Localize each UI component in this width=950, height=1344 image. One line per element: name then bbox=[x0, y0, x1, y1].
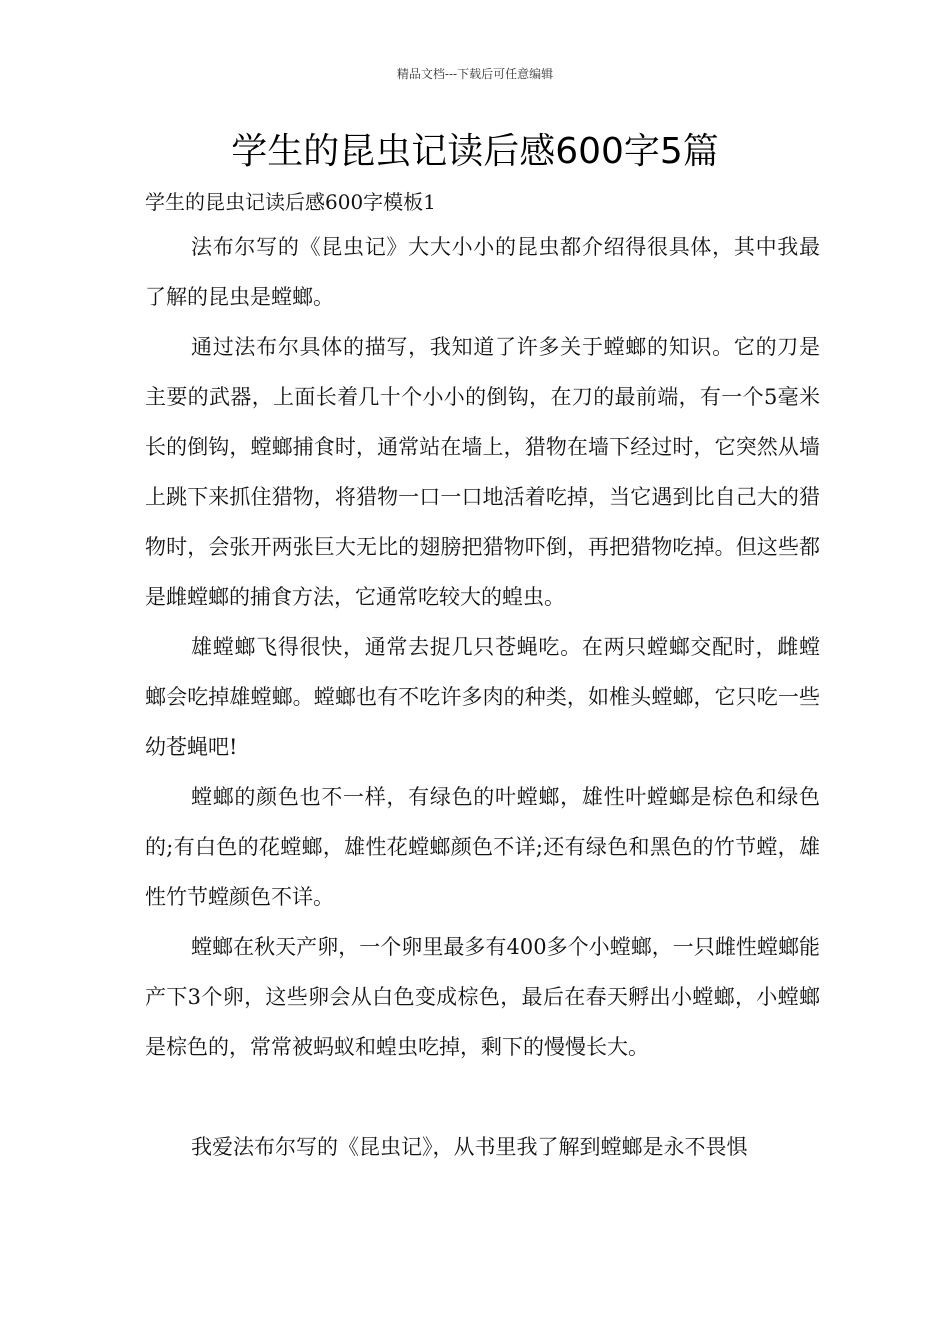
header-note: 精品文档---下载后可任意编辑 bbox=[396, 67, 554, 81]
document-body bbox=[145, 182, 820, 1172]
paragraph-3: 雄螳螂飞得很快，通常去捉几只苍蝇吃。在两只螳螂交配时，雌螳螂会吃掉雄螳螂。螳螂也有不吃许多肉的种类，如椎头螳螂，它只吃一些幼苍蝇吧! bbox=[145, 635, 820, 759]
paragraph-6: 我爱法布尔写的《昆虫记》，从书里我了解到螳螂是永不畏惧 bbox=[191, 1135, 748, 1159]
paragraph-5: 螳螂在秋天产卵，一个卵里最多有400多个小螳螂，一只雌性螳螂能产下3个卵，这些卵会从白色变成棕色，最后在春天孵出小螳螂，小螳螂是棕色的，常常被蚂蚁和蝗虫吃掉，剩下的慢慢长大。 bbox=[145, 935, 820, 1059]
paragraph-4: 螳螂的颜色也不一样，有绿色的叶螳螂，雄性叶螳螂是棕色和绿色的;有白色的花螳螂，雄性花螳螂颜色不详;还有绿色和黑色的竹节螳，雄性竹节螳颜色不详。 bbox=[145, 785, 820, 909]
section-subtitle: 学生的昆虫记读后感600字模板1 bbox=[145, 190, 436, 214]
paragraph-gap bbox=[145, 1072, 820, 1122]
paragraph-1: 法布尔写的《昆虫记》大大小小的昆虫都介绍得很具体，其中我最了解的昆虫是螳螂。 bbox=[145, 235, 820, 309]
page-title: 学生的昆虫记读后感600字5篇 bbox=[231, 131, 719, 172]
paragraph-2: 通过法布尔具体的描写，我知道了许多关于螳螂的知识。它的刀是主要的武器，上面长着几十个小小的倒钩，在刀的最前端，有一个5毫米长的倒钩，螳螂捕食时，通常站在墙上，猎物在墙下经过时，它突然从墙上跳下来抓住猎物，将猎物一口一口地活着吃掉，当它遇到比自己大的猎物时，会张开两张巨大无比的翅膀把猎物吓倒，再把猎物吃掉。但这些都是雌螳螂的捕食方法，它通常吃较大的蝗虫。 bbox=[145, 335, 820, 609]
